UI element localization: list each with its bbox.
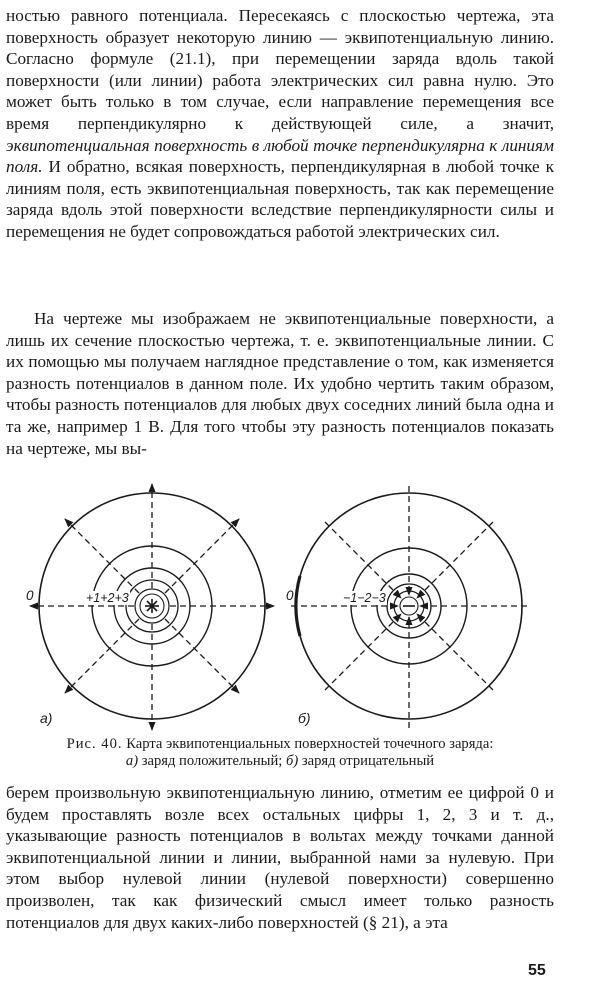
- level-labels-left: +1+2+3: [86, 591, 129, 605]
- sub-label-b: б): [298, 710, 311, 726]
- diagram-negative: [291, 486, 527, 728]
- caption-text-a: заряд положительный;: [141, 753, 283, 769]
- positive-charge-symbol: [145, 599, 159, 613]
- diagram-positive: [30, 484, 274, 730]
- zero-label-left: 0: [26, 588, 34, 603]
- caption-line-1: [6, 736, 554, 753]
- caption-title: Карта эквипотенциальных поверхностей точечного заряда:: [126, 736, 494, 752]
- paragraph-top: [6, 5, 554, 243]
- sub-label-a: а): [40, 710, 53, 726]
- zero-label-right: 0: [286, 588, 294, 603]
- caption-text-b: заряд отрицательный: [301, 753, 435, 769]
- paragraph-mid-text: На чертеже мы изображаем не эквипотенциальные поверхности, а лишь их сечение плоскостью чертежа, т. е. эквипотенциальные линии. С их помощью мы получаем наглядное представление о том, как изменяется разность потенциалов в данном поле. Их удобно чертить таким образом, чтобы разность потенциалов для любых двух соседних линий была одна и та же, например 1 В. Для того чтобы эту разность потенциалов показать на чертеже, мы вы-: [6, 309, 554, 458]
- paragraph-mid: [6, 308, 554, 459]
- level-labels-right: −1−2−3: [343, 591, 386, 605]
- paragraph-top-end: И обратно, всякая поверхность, перпендикулярная в любой точке к линиям поля, есть эквипотенциальная поверхность, так как перемещение заряда вдоль этой поверхности вследствие перпендикулярности силы и перемещения не будет сопровождаться работой электрических сил.: [6, 157, 554, 241]
- page-number: 55: [528, 962, 546, 979]
- equipotential-diagram: [0, 482, 596, 738]
- field-lines-right: [291, 486, 527, 728]
- paragraph-top-text: ностью равного потенциала. Пересекаясь с плоскостью чертежа, эта поверхность образует некоторую линию — эквипотенциальную линию. Согласно формуле (21.1), при перемещении заряда вдоль такой поверхности (или линии) работа электрических сил равна нулю. Это может быть только в том случае, если направление перемещения все время перпендикулярно к действующей силе, а значит,: [6, 6, 554, 133]
- caption-line-2: [6, 753, 554, 770]
- figure-caption: [6, 736, 554, 770]
- paragraph-top-italic: эквипотенциальная поверхность в любой точке перпендикулярна к линиям поля.: [6, 135, 554, 177]
- figure-40: [0, 482, 596, 742]
- paragraph-bottom-text: берем произвольную эквипотенциальную линию, отметим ее цифрой 0 и будем проставлять возле всех остальных цифры 1, 2, 3 и т. д., указывающие разность потенциалов в вольтах между точками данной эквипотенциальной линии и линии, выбранной нами за нулевую. При этом выбор нулевой линии (нулевой поверхности) совершенно произволен, так как физический смысл имеет только разность потенциалов для двух каких-либо поверхностей (§ 21), а эта: [6, 783, 554, 932]
- caption-marker-a: а): [125, 753, 139, 769]
- caption-number: Рис. 40.: [66, 736, 123, 752]
- paragraph-bottom: [6, 782, 554, 933]
- caption-marker-b: б): [286, 753, 299, 769]
